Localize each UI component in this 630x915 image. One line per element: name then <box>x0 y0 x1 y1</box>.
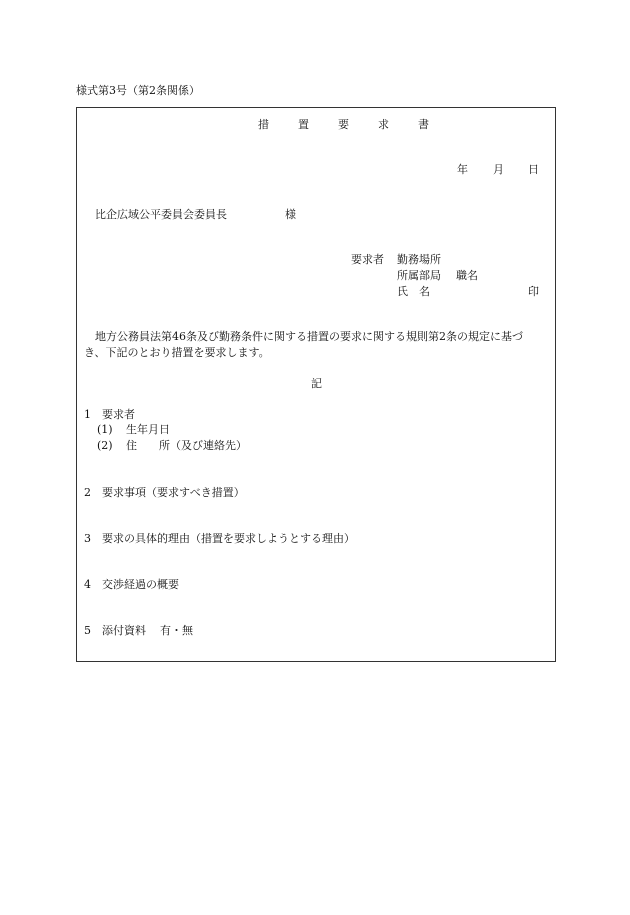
item-5-number: 5 <box>84 624 91 637</box>
position-label: 職名 <box>456 269 478 282</box>
item-2-label: 要求事項（要求すべき措置） <box>102 486 245 499</box>
item-4-number: 4 <box>84 578 91 591</box>
item-1-label: 要求者 <box>102 408 135 421</box>
department-label: 所属部局 <box>397 269 441 282</box>
item-3-number: 3 <box>84 532 91 545</box>
date-month-label: 月 <box>493 163 504 176</box>
seal-mark: 印 <box>528 285 539 298</box>
date-day-label: 日 <box>528 163 539 176</box>
item-2-number: 2 <box>84 486 91 499</box>
item-1-sub-2-label: 住 所（及び連絡先） <box>126 439 247 452</box>
name-label: 氏 名 <box>397 285 430 298</box>
item-5-options: 有・無 <box>160 624 193 637</box>
body-text-line-2: き、下記のとおり措置を要求します。 <box>84 346 270 359</box>
body-text-line-1: 地方公務員法第46条及び勤務条件に関する措置の要求に関する規則第2条の規定に基づ <box>95 330 523 343</box>
item-1-sub-1-label: 生年月日 <box>126 423 170 436</box>
item-1-sub-1-number: (1) <box>97 423 113 436</box>
workplace-label: 勤務場所 <box>397 253 441 266</box>
addressee-name: 比企広域公平委員会委員長 <box>95 208 227 221</box>
item-3-label: 要求の具体的理由（措置を要求しようとする理由） <box>102 532 355 545</box>
item-4-label: 交渉経過の概要 <box>102 578 179 591</box>
addressee-honorific: 様 <box>285 208 296 221</box>
date-year-label: 年 <box>457 163 468 176</box>
ki-heading: 記 <box>311 377 322 390</box>
item-1-number: 1 <box>84 408 91 421</box>
item-1-sub-2-number: (2) <box>97 439 113 452</box>
item-5-label: 添付資料 <box>102 624 146 637</box>
form-number: 様式第3号（第2条関係） <box>76 84 200 97</box>
requester-label: 要求者 <box>351 253 384 266</box>
form-title: 措 置 要 求 書 <box>258 118 438 131</box>
